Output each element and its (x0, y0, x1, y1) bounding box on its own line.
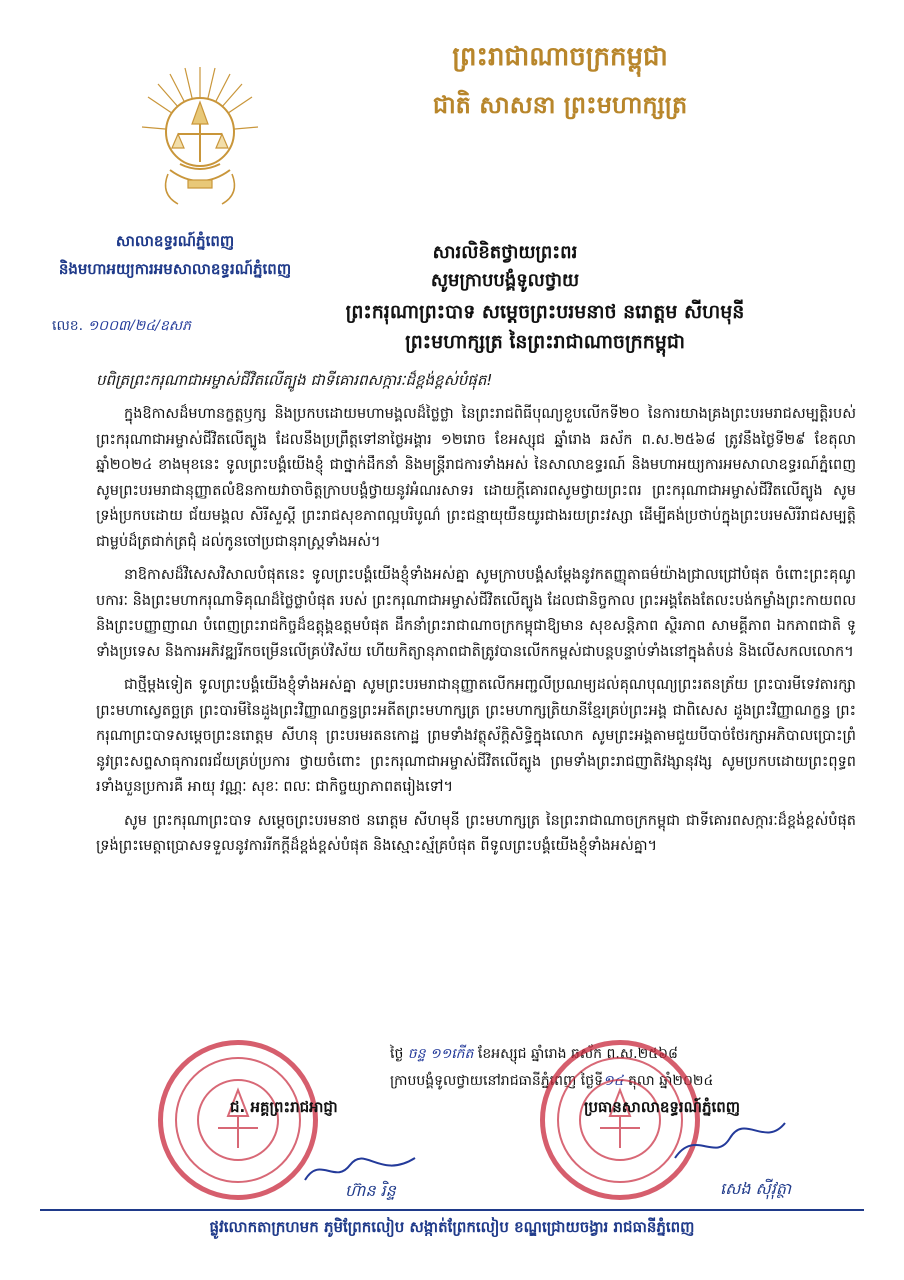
left-official-stamp (158, 1040, 318, 1200)
left-signatory-prefix: ជ. (230, 1098, 246, 1116)
reference-number (52, 316, 191, 337)
solar-date-rest: តុលា ឆ្នាំ២០២៤ (627, 1073, 714, 1089)
addressee-line2: ព្រះមហាក្សត្រ នៃព្រះរាជាណាចក្រកម្ពុជា (405, 331, 685, 353)
stamp-seal-icon (550, 1050, 690, 1190)
letter-title: សារលិខិតថ្វាយព្រះពរ (432, 242, 578, 263)
body-paragraph-2: នាឱកាសដ៏វិសេសវិសាលបំផុតនេះ ទូលព្រះបង្គំយើងខ្ញុំទាំងអស់គ្នា សូមក្រាបបង្គំសម្តែងនូវកតញ្ញុតាធម៌យ៉ាងជ្រាលជ្រៅបំផុត ចំពោះព្រះគុណូបការៈ និងព្រះមហាករុណាទិគុណដ៏ថ្លៃថ្លាបំផុត របស់ ព្រះករុណាជាអម្ចាស់ជីវិតលើត្បូង ដែលជានិច្ចកាល ព្រះអង្គតែងតែលះបង់កម្លាំងព្រះកាយពល និងព្រះបញ្ញាញាណ បំពេញព្រះរាជកិច្ចដ៏ឧត្តុង្គឧត្តមបំផុត ដឹកនាំព្រះរាជាណាចក្រកម្ពុជាឱ្យមាន សុខសន្តិភាព ស្ថិរភាព សាមគ្គីភាព ឯកភាពជាតិ ទូទាំងប្រទេស និងការអភិវឌ្ឍរីកចម្រើនលើគ្រប់វិស័យ ហើយកិត្យានុភាពជាតិត្រូវបានលើកកម្ពស់ជាបន្តបន្ទាប់ទាំងនៅក្នុងតំបន់ និងលើសកលលោក។ (96, 567, 856, 660)
body-paragraph-1: ក្នុងឱកាសដ៏មហានក្ខត្តឫក្ស និងប្រកបដោយមហាមង្គលដ៏ថ្លៃថ្លា នៃព្រះរាជពិធីបុណ្យខួបលើកទី២០ នៃការយាងគ្រងព្រះបរមរាជសម្បត្តិរបស់ ព្រះករុណាជាអម្ចាស់ជីវិតលើត្បូង ដែលនឹងប្រព្រឹត្តទៅនាថ្ងៃអង្គារ ១២រោច ខែអស្សុជ ឆ្នាំរោង ឆស័ក ព.ស.២៥៦៨ ត្រូវនឹងថ្ងៃទី២៩ ខែតុលា ឆ្នាំ២០២៤ ខាងមុខនេះ ទូលព្រះបង្គំយើងខ្ញុំ ជាថ្នាក់ដឹកនាំ និងមន្ត្រីរាជការទាំងអស់ នៃសាលាឧទ្ធរណ៍ និងមហាអយ្យការអមសាលាឧទ្ធរណ៍ភ្នំពេញ សូមព្រះបរមរាជានុញ្ញាតលំឱនកាយវាចាចិត្តក្រាបបង្គំថ្វាយនូវអំណរសាទរ ដោយក្តីគោរពសូមថ្វាយព្រះពរ ព្រះករុណាជាអម្ចាស់ជីវិតលើត្បូង សូមទ្រង់ប្រកបដោយ ជ័យមង្គល សិរីសួស្តី ព្រះរាជសុខភាពល្អបរិបូណ៌ ព្រះជន្មាយុយឺនយូរជាងរយព្រះវស្សា ដើម្បីគង់ប្រថាប់ក្នុងព្រះបរមសិរីរាជសម្បត្តិជាម្លប់ដ៏ត្រជាក់ត្រជុំ ដល់កូនចៅប្រជានុរាស្ត្រទាំងអស់។ (96, 406, 856, 550)
sender-org-line1: សាលាឧទ្ធរណ៍ភ្នំពេញ (115, 232, 235, 250)
solar-date-handwritten: ១៤ (603, 1073, 624, 1089)
right-signature-icon (670, 1118, 790, 1168)
body-paragraph-4: សូម ព្រះករុណាព្រះបាទ សម្តេចព្រះបរមនាថ នរោត្តម សីហមុនី ព្រះមហាក្សត្រ នៃព្រះរាជាណាចក្រកម្ពុជា ជាទីគោរពសក្ការៈដ៏ខ្ពង់ខ្ពស់បំផុត ទ្រង់ព្រះមេត្តាប្រោសទទួលនូវការរីកក្តីដ៏ខ្ពង់ខ្ពស់បំផុត និងស្មោះស្ម័គ្របំផុត ពីទូលព្រះបង្គំយើងខ្ញុំទាំងអស់គ្នា។ (96, 812, 856, 854)
footer-divider (40, 1209, 864, 1211)
lunar-date-handwritten: ចន្ទ ១១កើត (407, 1046, 474, 1062)
left-signatory-name: ហ៊ាន រិន្ទ (345, 1181, 396, 1200)
solar-date-prefix: ក្រាបបង្គំទូលថ្វាយនៅរាជធានីភ្នំពេញ ថ្ងៃទី (390, 1073, 604, 1089)
kingdom-title: ព្រះរាជាណាចក្រកម្ពុជា (452, 42, 668, 72)
sender-org-line2: និងមហាអយ្យការអមសាលាឧទ្ធរណ៍ភ្នំពេញ (58, 260, 292, 278)
letter-subtitle: សូមក្រាបបង្គំទូលថ្វាយ (430, 270, 580, 291)
stamp-seal-icon (168, 1050, 308, 1190)
letter-body (96, 402, 856, 868)
footer-address: ផ្លូវលោកតាក្រហមក ភូមិព្រែកលៀប សង្កាត់ព្រែកលៀប ខណ្ឌជ្រោយចង្វារ រាជធានីភ្នំពេញ (209, 1218, 695, 1236)
salutation: បពិត្រព្រះករុណាជាអម្ចាស់ជីវិតលើត្បូង ជាទីគោរពសក្ការៈដ៏ខ្ពង់ខ្ពស់បំផុត! (96, 371, 493, 389)
body-paragraph-3: ជាថ្មីម្តងទៀត ទូលព្រះបង្គំយើងខ្ញុំទាំងអស់គ្នា សូមព្រះបរមរាជានុញ្ញាតលើកអញ្ជលីប្រណម្យដល់គុណបុណ្យព្រះរតនត្រ័យ ព្រះបារមីទេវតារក្សាព្រះមហាស្វេតច្ឆត្រ ព្រះបារមីនៃដួងព្រះវិញ្ញាណក្ខន្ធព្រះអតីតព្រះមហាក្សត្រ ព្រះមហាក្សត្រិយានីខ្មែរគ្រប់ព្រះអង្គ ជាពិសេស ដួងព្រះវិញ្ញាណក្ខន្ធ ព្រះករុណាព្រះបាទសម្តេចព្រះនរោត្តម សីហនុ ព្រះបរមរតនកោដ្ឋ ព្រមទាំងវត្ថុស័ក្តិសិទ្ធិក្នុងលោក សូមព្រះអង្គតាមជួយបីបាច់ថែរក្សាអភិបាលប្រោះព្រំនូវព្រះសព្ទសាធុការពរជ័យគ្រប់ប្រការ ថ្វាយចំពោះ ព្រះករុណាជាអម្ចាស់ជីវិតលើត្បូង ព្រមទាំងព្រះរាជញាតិវង្សានុវង្ស សូមប្រកបដោយព្រះពុទ្ធពរទាំងបួនប្រការគឺ អាយុ វណ្ណៈ សុខៈ ពលៈ ជាកិច្ចយ្យាភាពតរៀងទៅ។ (96, 677, 856, 795)
right-signatory-title: ប្រធានសាលាឧទ្ធរណ៍ភ្នំពេញ (584, 1098, 741, 1116)
royal-emblem-icon (140, 62, 260, 212)
lunar-date-prefix: ថ្ងៃ (390, 1046, 404, 1062)
reference-label: លេខ. (52, 318, 84, 334)
national-motto: ជាតិ សាសនា ព្រះមហាក្សត្រ (432, 90, 688, 119)
lunar-date-rest: ខែអស្សុជ ឆ្នាំរោង ឆស័ក ព.ស.២៥៦៨ (477, 1046, 678, 1062)
left-signatory-role: អគ្គព្រះរាជអាជ្ញា (250, 1098, 338, 1116)
right-signatory-name: សេង ស៊ីវុត្ថា (720, 1179, 792, 1198)
left-signatory-title (230, 1098, 338, 1120)
reference-value: ១០០៣/២៤/ឧសភ (87, 318, 192, 334)
addressee-line1: ព្រះករុណាព្រះបាទ សម្តេចព្រះបរមនាថ នរោត្តម សីហមុនី (345, 301, 745, 323)
